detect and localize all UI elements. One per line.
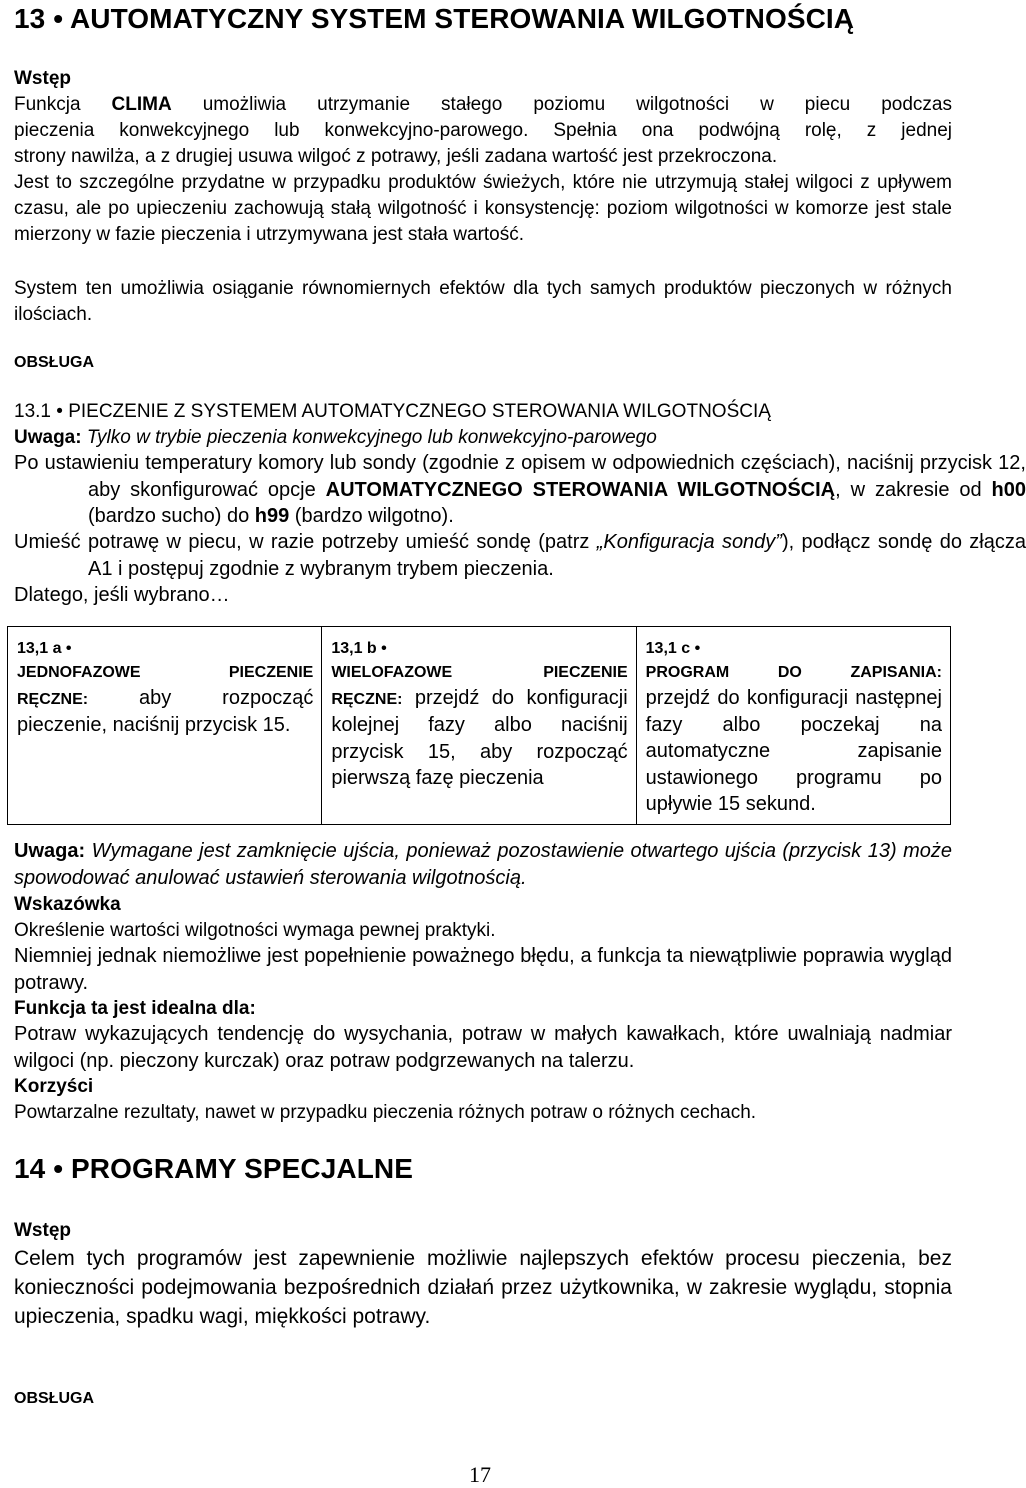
- intro-line-1: [14, 92, 952, 118]
- option-a-text: [17, 685, 313, 739]
- step-1-text-a: Po ustawieniu temperatury komory lub sondy (zgodnie z opisem w odpowiednich częściach), naciśnij przycisk 12, aby skonfigurować opcje: [14, 452, 1026, 501]
- step-3: Dlatego, jeśli wybrano…: [14, 584, 230, 606]
- uwaga-vent-text: Wymagane jest zamknięcie ujścia, ponieważ pozostawienie otwartego ujścia (przycisk 13) może spowodować anulować ustawień sterowania wilgotnością.: [14, 840, 952, 889]
- option-c-head-1: PROGRAM: [645, 664, 730, 681]
- h99-value: h99: [254, 505, 290, 527]
- uwaga-vent-label: Uwaga:: [14, 840, 86, 862]
- option-a-head-1: JEDNOFAZOWE: [17, 664, 141, 681]
- options-table: [7, 626, 951, 825]
- option-b-head-3: RĘCZNE:: [331, 691, 403, 708]
- intro-line-1-rest: umożliwia utrzymanie stałego poziomu wilgotności w piecu podczas: [171, 94, 952, 115]
- step-2-text-a: Umieść potrawę w piecu, w razie potrzeby umieść sondę (patrz: [14, 531, 597, 553]
- wskazowka-line-1: Określenie wartości wilgotności wymaga pewnej praktyki.: [14, 920, 496, 941]
- option-b-head-1: WIELOFAZOWE: [331, 664, 453, 681]
- wskazowka-line-2: Niemniej jednak niemożliwe jest popełnienie poważnego błędu, a funkcja ta niewątpliwie poprawia wygląd potrawy.: [14, 945, 952, 994]
- option-b-body: przejdź do konfiguracji kolejnej fazy albo naciśnij przycisk 15, aby rozpocząć pierwszą fazę pieczenia: [331, 687, 628, 789]
- h00-value: h00: [991, 478, 1026, 501]
- section-13-title: 13 • AUTOMATYCZNY SYSTEM STEROWANIA WILGOTNOŚCIĄ: [14, 3, 855, 34]
- benefits-text: Powtarzalne rezultaty, nawet w przypadku pieczenia różnych potraw o różnych cechach.: [14, 1102, 757, 1123]
- step-1-text-c: , w zakresie od: [835, 478, 992, 501]
- uwaga-label: Uwaga:: [14, 427, 82, 448]
- intro-heading: Wstęp: [14, 68, 71, 89]
- section-14-title: 14 • PROGRAMY SPECJALNE: [14, 1153, 414, 1184]
- option-c-cell: [636, 627, 950, 825]
- subsection-13-1-title: 13.1 • PIECZENIE Z SYSTEMEM AUTOMATYCZNEGO STEROWANIA WILGOTNOŚCIĄ: [14, 401, 771, 422]
- uwaga-mode-note: [14, 425, 952, 451]
- clima-label: CLIMA: [111, 94, 172, 115]
- intro-pre: Funkcja: [14, 94, 112, 115]
- option-b-head-2: PIECZENIE: [543, 664, 628, 681]
- step-1-text-d: (bardzo sucho) do: [88, 505, 255, 527]
- option-a-cell: [8, 627, 322, 825]
- section-14-intro-heading: Wstęp: [14, 1220, 71, 1241]
- uwaga-text: Tylko w trybie pieczenia konwekcyjnego lub konwekcyjno-parowego: [81, 427, 657, 448]
- intro-line-3: strony nawilża, a z drugiej usuwa wilgoć z potrawy, jeśli zadana wartość jest przekroczona.: [14, 146, 778, 167]
- wskazowka-heading: Wskazówka: [14, 894, 121, 915]
- benefits-heading: Korzyści: [14, 1076, 94, 1097]
- option-a-head-2: PIECZENIE: [228, 664, 314, 681]
- ideal-for-heading: Funkcja ta jest idealna dla:: [14, 998, 256, 1019]
- option-a-body: aby rozpocząć pieczenie, naciśnij przycisk 15.: [17, 687, 314, 736]
- probe-config-ref: „Konfiguracja sondy”: [596, 531, 782, 553]
- uwaga-vent-note: [14, 838, 952, 891]
- option-a-head-3: RĘCZNE:: [17, 691, 89, 708]
- option-c-head-3: ZAPISANIA:: [850, 664, 942, 681]
- step-2: [14, 529, 1026, 582]
- section-14-obsluga-label: OBSŁUGA: [14, 1390, 94, 1407]
- step-1-text-e: (bardzo wilgotno).: [289, 505, 454, 527]
- step-1: [14, 450, 1026, 530]
- option-c-heading: [646, 661, 942, 685]
- option-a-caption: 13,1 a •: [17, 640, 72, 657]
- option-b-heading: [331, 661, 627, 685]
- step-1-bold: AUTOMATYCZNEGO STEROWANIA WILGOTNOŚCIĄ: [325, 478, 836, 501]
- option-b-caption: 13,1 b •: [331, 640, 387, 657]
- option-b-cell: [322, 627, 636, 825]
- option-b-text: [331, 685, 627, 792]
- ideal-for-text: Potraw wykazujących tendencję do wysychania, potraw w małych kawałkach, które uwalniają nadmiar wilgoci (np. pieczony kurczak) oraz potraw podgrzewanych na talerzu.: [14, 1023, 952, 1072]
- page-number: 17: [469, 1462, 491, 1487]
- option-c-head-2: DO: [777, 664, 802, 681]
- intro-paragraph-2: Jest to szczególne przydatne w przypadku produktów świeżych, które nie utrzymują stałej wilgoci z upływem czasu, ale po upieczeniu zachowują stałą wilgotność i konsystencję: poziom wilgotności w komorze jest stale mierzony w fazie pieczenia i utrzymywana jest stała wartość.: [14, 172, 952, 245]
- option-c-text: przejdź do konfiguracji następnej fazy albo poczekaj na automatyczne zapisanie ustawionego programu po upływie 15 sekund.: [645, 687, 942, 815]
- option-c-caption: 13,1 c •: [645, 640, 701, 657]
- intro-line-2: pieczenia konwekcyjnego lub konwekcyjno-parowego. Spełnia ona podwójną rolę, z jednej: [14, 120, 952, 141]
- section-14-intro-text: Celem tych programów jest zapewnienie możliwie najlepszych efektów procesu pieczenia, bez konieczności podejmowania bezpośrednich działań przez użytkownika, w zakresie wyglądu, stopnia upieczenia, spadku wagi, miękkości potrawy.: [14, 1247, 952, 1328]
- option-a-heading: [17, 661, 313, 685]
- intro-paragraph-3: System ten umożliwia osiąganie równomiernych efektów dla tych samych produktów pieczonych w różnych ilościach.: [14, 278, 952, 325]
- obsluga-label: OBSŁUGA: [14, 354, 94, 371]
- step-2-text-c: ), podłącz sondę do złącza A1 i postępuj zgodnie z wybranym trybem pieczenia.: [88, 531, 1026, 580]
